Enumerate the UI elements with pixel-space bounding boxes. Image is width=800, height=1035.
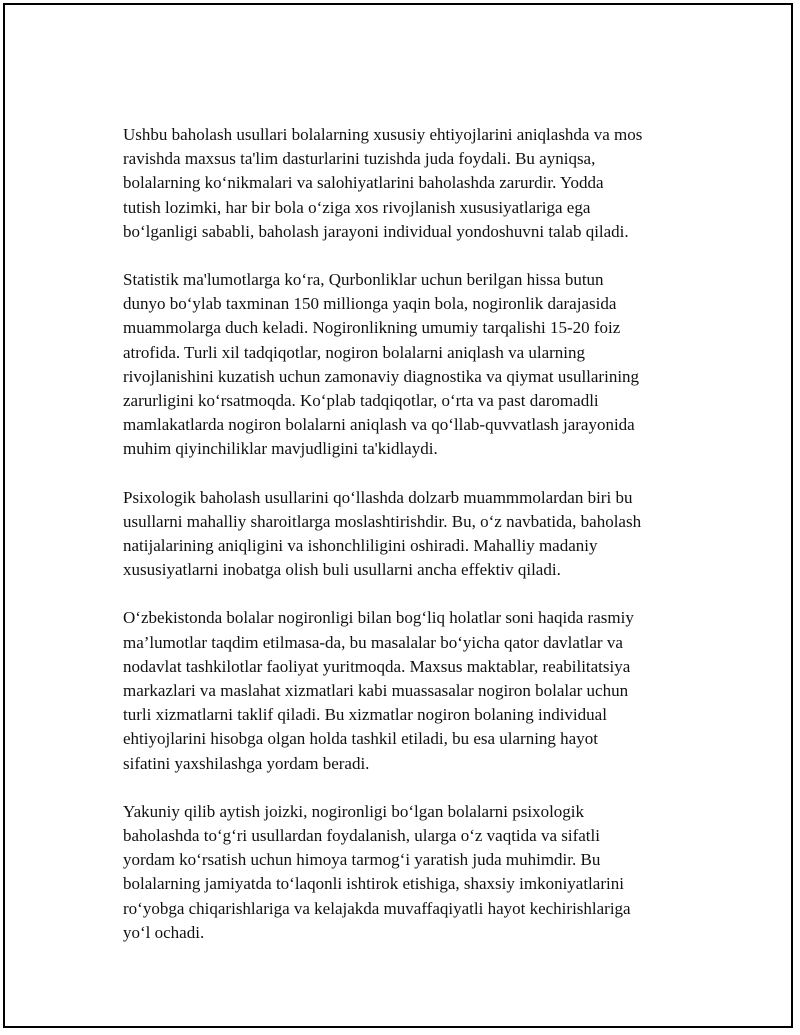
text-line: Ushbu baholash usullari bolalarning xususiy ehtiyojlarini aniqlashda va mos bbox=[123, 125, 643, 144]
paragraph-5 bbox=[123, 800, 698, 945]
text-line: usullarni mahalliy sharoitlarga moslashtirishdir. Bu, o‘z navbatida, baholash bbox=[123, 511, 642, 531]
text-line: tutish lozimki, har bir bola o‘ziga xos rivojlanish xususiyatlariga ega bbox=[123, 197, 591, 217]
text-line: xususiyatlarni inobatga olish buli usullarni ancha effektiv qiladi. bbox=[123, 560, 561, 580]
text-line: muammolarga duch keladi. Nogironlikning umumiy tarqalishi 15-20 foiz bbox=[123, 318, 621, 338]
text-line: atrofida. Turli xil tadqiqotlar, nogiron bolalarni aniqlash va ularning bbox=[123, 342, 586, 362]
text-line: rivojlanishini kuzatish uchun zamonaviy diagnostika va qiymat usullarining bbox=[123, 366, 640, 386]
document-body bbox=[123, 123, 698, 969]
text-line: Statistik ma'lumotlarga ko‘ra, Qurbonliklar uchun berilgan hissa butun bbox=[123, 270, 604, 290]
text-line: muhim qiyinchiliklar mavjudligini ta'kidlaydi. bbox=[123, 439, 438, 459]
text-line: O‘zbekistonda bolalar nogironligi bilan bog‘liq holatlar soni haqida rasmiy bbox=[123, 608, 634, 628]
text-line: sifatini yaxshilashga yordam beradi. bbox=[123, 753, 370, 773]
text-line: natijalarining aniqligini va ishonchliligini oshiradi. Mahalliy madaniy bbox=[123, 536, 598, 556]
text-line: ehtiyojlarini hisobga olgan holda tashkil etiladi, bu esa ularning hayot bbox=[123, 729, 598, 749]
paragraph-2 bbox=[123, 268, 698, 462]
text-line: bo‘lganligi sababli, baholash jarayoni individual yondoshuvni talab qiladi. bbox=[123, 221, 629, 241]
paragraph-4 bbox=[123, 606, 698, 775]
text-line: mamlakatlarda nogiron bolalarni aniqlash va qo‘llab-quvvatlash jarayonida bbox=[123, 415, 635, 435]
text-line: turli xizmatlarni taklif qiladi. Bu xizmatlar nogiron bolaning individual bbox=[123, 705, 607, 725]
text-line: yo‘l ochadi. bbox=[123, 922, 205, 942]
text-line: ma’lumotlar taqdim etilmasa-da, bu masalalar bo‘yicha qator davlatlar va bbox=[123, 632, 623, 652]
text-line: markazlari va maslahat xizmatlari kabi muassasalar nogiron bolalar uchun bbox=[123, 681, 629, 701]
text-line: yordam ko‘rsatish uchun himoya tarmog‘i yaratish juda muhimdir. Bu bbox=[123, 850, 601, 870]
text-line: Yakuniy qilib aytish joizki, nogironligi bo‘lgan bolalarni psixologik bbox=[123, 801, 585, 821]
text-line: ro‘yobga chiqarishlariga va kelajakda muvaffaqiyatli hayot kechirishlariga bbox=[123, 898, 631, 918]
text-line: ravishda maxsus ta'lim dasturlarini tuzishda juda foydali. Bu ayniqsa, bbox=[123, 149, 596, 169]
page-frame bbox=[3, 3, 793, 1028]
text-line: bolalarning ko‘nikmalari va salohiyatlarini baholashda zarurdir. Yodda bbox=[123, 173, 604, 193]
text-line: zarurligini ko‘rsatmoqda. Ko‘plab tadqiqotlar, o‘rta va past daromadli bbox=[123, 391, 599, 411]
text-line: nodavlat tashkilotlar faoliyat yuritmoqda. Maxsus maktablar, reabilitatsiya bbox=[123, 656, 631, 676]
paragraph-3 bbox=[123, 486, 698, 583]
text-line: bolalarning jamiyatda to‘laqonli ishtirok etishiga, shaxsiy imkoniyatlarini bbox=[123, 874, 624, 894]
text-line: Psixologik baholash usullarini qo‘llashda dolzarb muammmolardan biri bu bbox=[123, 487, 633, 507]
paragraph-1 bbox=[123, 123, 698, 244]
text-line: baholashda to‘g‘ri usullardan foydalanish, ularga o‘z vaqtida va sifatli bbox=[123, 826, 600, 846]
text-line: dunyo bo‘ylab taxminan 150 millionga yaqin bola, nogironlik darajasida bbox=[123, 294, 617, 314]
